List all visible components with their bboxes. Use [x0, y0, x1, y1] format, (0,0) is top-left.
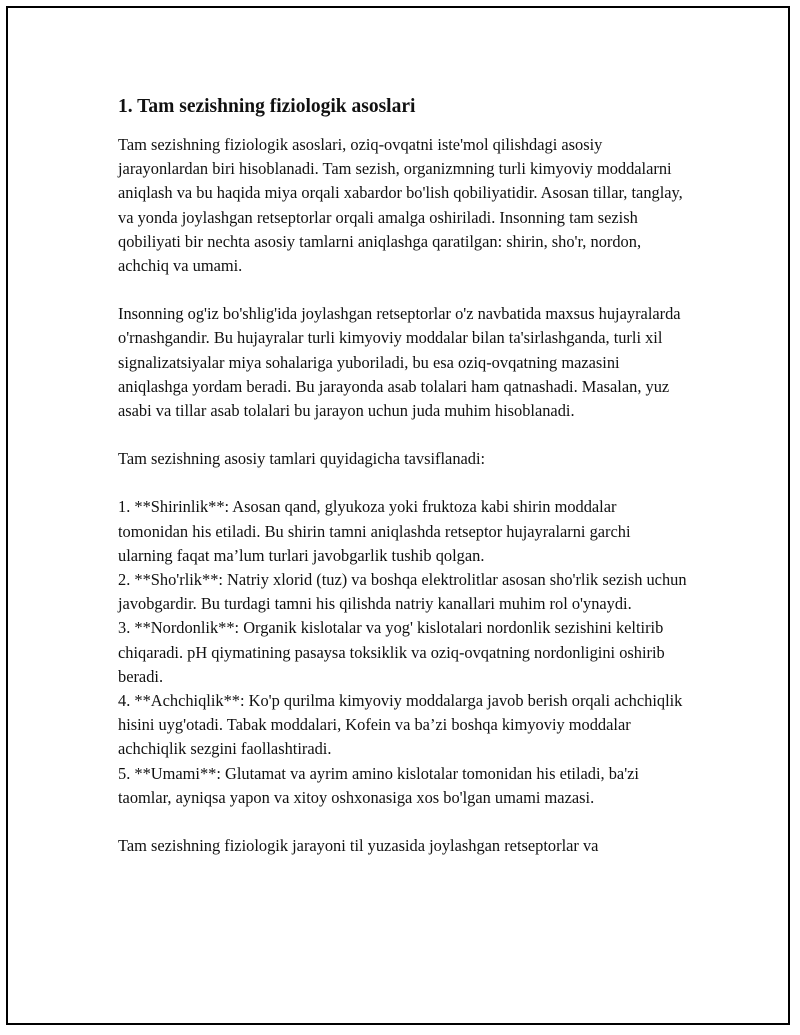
- list-item-sourness: 3. **Nordonlik**: Organik kislotalar va yog' kislotalari nordonlik sezishini keltirib chiqaradi. pH qiymatining pasaysa toksiklik va oziq-ovqatning nordonligini oshirib beradi.: [118, 618, 665, 686]
- list-item-umami: 5. **Umami**: Glutamat va ayrim amino kislotalar tomonidan his etiladi, ba'zi taomlar, ayniqsa yapon va xitoy oshxonasiga xos bo'lgan umami mazasi.: [118, 763, 639, 807]
- section-heading: 1. Tam sezishning fiziologik asoslari: [118, 96, 416, 117]
- paragraph-list-intro: Tam sezishning asosiy tamlari quyidagicha tavsiflanadi:: [118, 449, 486, 469]
- document-body: [118, 93, 688, 858]
- taste-list: [118, 495, 688, 810]
- paragraph-receptors: Insonning og'iz bo'shlig'ida joylashgan retseptorlar o'z navbatida maxsus hujayralarda o'rnashgandir. Bu hujayralar turli kimyoviy moddalar bilan ta'sirlashganda, turli xil signalizatsiyalar miya sohalariga yuboriladi, bu esa oziq-ovqatning mazasini aniqlashga yordam beradi. Bu jarayonda asab tolalari ham qatnashadi. Masalan, yuz asabi va tillar asab tolalari bu jarayon uchun juda muhim hisoblanadi.: [118, 304, 681, 421]
- paragraph-intro: Tam sezishning fiziologik asoslari, oziq-ovqatni iste'mol qilishdagi asosiy jarayonlardan biri hisoblanadi. Tam sezish, organizmning turli kimyoviy moddalarni aniqlash va bu haqida miya orqali xabardor bo'lish qobiliyatidir. Asosan tillar, tanglay, va yonda joylashgan retseptorlar orqali amalga oshiriladi. Insonning tam sezish qobiliyati bir nechta asosiy tamlarni aniqlashga qaratilgan: shirin, sho'r, nordon, achchiq va umami.: [118, 135, 683, 276]
- paragraph-continuation: Tam sezishning fiziologik jarayoni til yuzasida joylashgan retseptorlar va: [118, 836, 599, 856]
- list-item-saltiness: 2. **Sho'rlik**: Natriy xlorid (tuz) va boshqa elektrolitlar asosan sho'rlik sezish uchun javobgardir. Bu turdagi tamni his qilishda natriy kanallari muhim rol o'ynaydi.: [118, 570, 687, 614]
- list-item-sweetness: 1. **Shirinlik**: Asosan qand, glyukoza yoki fruktoza kabi shirin moddalar tomonidan his etiladi. Bu shirin tamni aniqlashda retseptor hujayralarni garchi ularning faqat ma’lum turlari javobgarlik tushib qolgan.: [118, 497, 631, 565]
- list-item-bitterness: 4. **Achchiqlik**: Ko'p qurilma kimyoviy moddalarga javob berish orqali achchiqlik hisini uyg'otadi. Tabak moddalari, Kofein va ba’zi boshqa kimyoviy moddalar achchiqlik sezgini faollashtiradi.: [118, 691, 683, 759]
